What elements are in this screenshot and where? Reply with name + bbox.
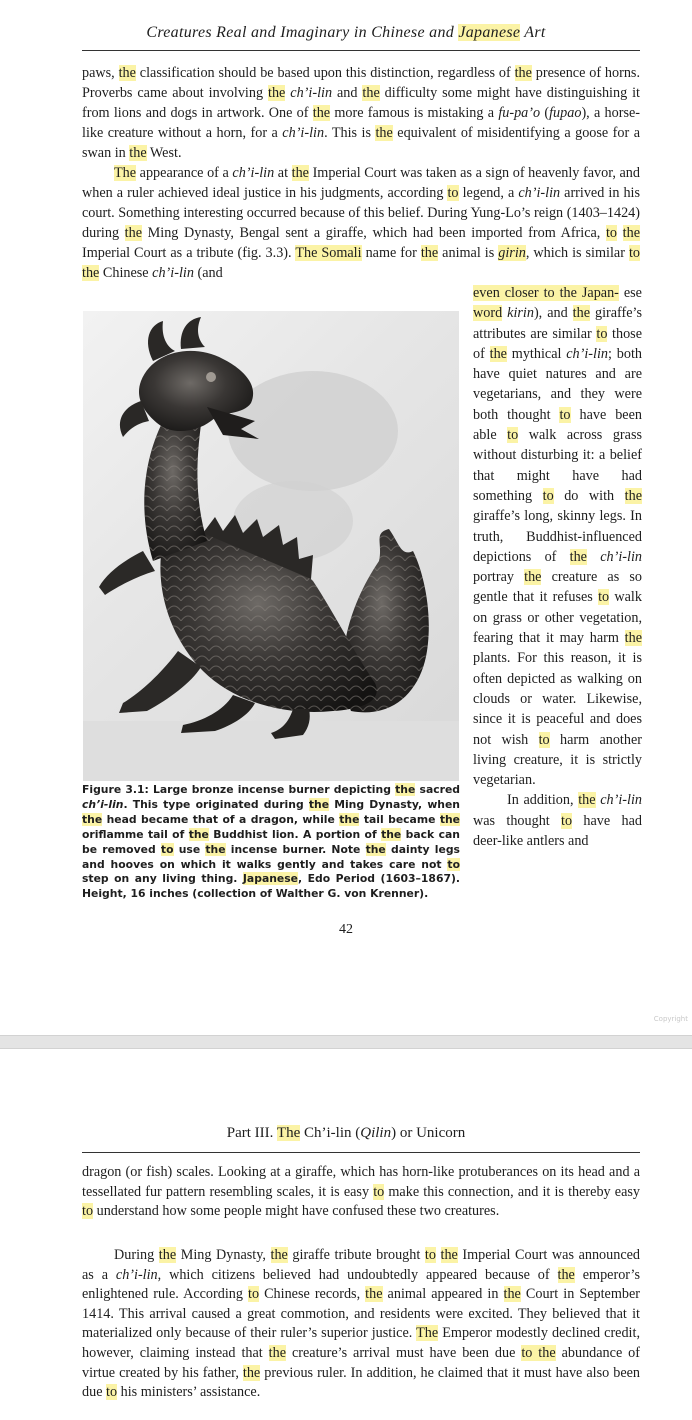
- text-span: paws,: [82, 65, 119, 81]
- text-span: classification should be based upon this distinction, regardless of: [135, 65, 515, 81]
- text-span: the: [118, 65, 136, 81]
- text-span: the: [82, 812, 103, 826]
- text-span: Part III.: [226, 1125, 277, 1141]
- text-span: . This is: [324, 125, 376, 141]
- text-span: West.: [146, 145, 182, 161]
- text-span: those of: [473, 325, 642, 362]
- text-span: the: [268, 85, 286, 101]
- text-span: have had deer-like antlers and: [473, 812, 642, 850]
- text-span: to: [82, 1203, 94, 1220]
- text-span: The Somali: [295, 245, 362, 261]
- text-span: animal is: [438, 245, 499, 261]
- text-span: the: [557, 1266, 575, 1283]
- text-span: fupao: [549, 105, 582, 121]
- text-span: the: [365, 842, 386, 856]
- text-span: the: [375, 125, 393, 141]
- text-span: the: [395, 783, 416, 796]
- text-span: During: [114, 1247, 159, 1263]
- text-span: harm another living creature, it is strictly vegetarian.: [473, 731, 642, 789]
- text-span: In addition,: [507, 792, 579, 809]
- text-span: understand how some people might have confused these two creatures.: [93, 1203, 500, 1220]
- text-span: have been able: [473, 406, 642, 444]
- text-span: to the: [82, 245, 640, 281]
- text-span: the: [365, 1286, 383, 1303]
- text-span: creature as so gentle that it refuses: [473, 569, 642, 606]
- text-span: oriflamme tail of: [82, 827, 189, 841]
- paragraph-1: [82, 63, 640, 163]
- text-span: Qilin: [360, 1125, 392, 1141]
- running-head-highlight: Japanese: [458, 24, 521, 41]
- text-span: sacred: [415, 783, 461, 796]
- text-span: the: [308, 797, 330, 811]
- text-span: (and: [193, 265, 223, 281]
- text-span: the: [489, 345, 507, 362]
- text-span: the: [205, 842, 226, 856]
- text-span: portray: [473, 569, 525, 586]
- text-span: girin: [498, 245, 526, 261]
- text-span: to: [248, 1286, 260, 1303]
- text-span: ch’i-lin: [600, 548, 642, 565]
- text-span: creature’s arrival must have been due: [286, 1344, 522, 1361]
- text-span: . This type originated during: [123, 797, 309, 811]
- part-heading-rule: [82, 1152, 640, 1153]
- text-span: walk across grass without disturbing it: a belief that might have had something: [473, 427, 642, 504]
- text-span: do with: [553, 487, 625, 504]
- text-span: equivalent of misidentifying a goose for a swan in: [82, 125, 640, 161]
- text-span: Chinese records,: [259, 1286, 366, 1303]
- text-span: to: [447, 185, 459, 201]
- text-span: ch’i-lin: [566, 345, 609, 362]
- text-span: Buddhist lion. A portion of: [208, 827, 382, 841]
- text-span: to: [373, 1183, 385, 1200]
- text-span: ch’i-lin: [115, 1266, 158, 1283]
- text-span: ese: [618, 285, 642, 301]
- text-span: The: [114, 165, 137, 181]
- figure-caption: [82, 783, 460, 902]
- text-span: the: [440, 1247, 458, 1263]
- text-span: the: [420, 245, 439, 261]
- text-span: the: [270, 1247, 288, 1263]
- text-span: to: [559, 406, 571, 423]
- text-span: the: [124, 225, 143, 241]
- page-separator: [0, 1035, 692, 1049]
- text-span: to: [598, 589, 610, 606]
- running-head-suffix: Art: [520, 24, 546, 41]
- text-span: (: [540, 105, 550, 121]
- text-span: [587, 549, 600, 565]
- text-span: to: [447, 857, 460, 871]
- text-span: Ch’i-lin (: [300, 1125, 361, 1141]
- paragraph-2: [82, 163, 640, 283]
- text-span: the: [514, 65, 532, 81]
- copyright-watermark: Copyright: [653, 1015, 688, 1023]
- text-span: back can be removed: [82, 827, 460, 856]
- text-span: the: [524, 569, 542, 586]
- text-span: dainty legs and hooves on which it walks gently and takes care not: [82, 842, 460, 871]
- text-span: difficulty some might have distinguishing it from lions and dogs in artwork. One of: [82, 85, 640, 121]
- text-span: The: [416, 1325, 439, 1342]
- running-head: [0, 24, 692, 48]
- part-heading: [0, 1125, 692, 1142]
- text-span: to: [106, 1384, 118, 1401]
- text-span: the: [339, 812, 360, 826]
- text-span: was thought: [473, 812, 562, 829]
- text-span: ch’i-lin: [82, 797, 124, 811]
- text-span: plants. For this reason, it is often depicted as walking on clouds or water. Likewise, since it is peaceful and does not wish: [473, 650, 642, 748]
- text-span: head became that of a dragon, while: [102, 812, 340, 826]
- text-span: word: [473, 305, 503, 322]
- text-span: the: [129, 145, 147, 161]
- text-span: the: [578, 792, 596, 809]
- text-span: use: [173, 842, 206, 856]
- text-span: more famous is mistaking a: [330, 105, 499, 121]
- running-head-text: Creatures Real and Imaginary in Chinese and: [146, 24, 459, 41]
- text-span: ch’i-lin: [232, 165, 275, 181]
- text-span: kirin: [507, 305, 534, 322]
- text-span: ch’i-lin: [282, 125, 325, 141]
- paragraph-3: [82, 1163, 640, 1222]
- text-span: walk on grass or other vegetation, fearing that it may harm: [473, 589, 642, 647]
- text-span: the: [312, 105, 331, 121]
- text-span: to: [605, 225, 618, 241]
- text-span: the: [158, 1247, 177, 1263]
- text-span: his ministers’ assistance.: [117, 1384, 261, 1401]
- text-span: ch’i-lin: [152, 265, 194, 281]
- text-span: giraffe’s attributes are similar: [473, 305, 643, 342]
- text-span: Court in September 1414. This arrival caused a great commotion, and residents were excited. They believed that it materialized only because of their ruler’s superior justice.: [82, 1286, 640, 1342]
- text-span: Ming Dynasty,: [176, 1247, 271, 1263]
- text-span: the: [624, 487, 642, 504]
- text-span: ch’i-lin: [600, 792, 642, 809]
- text-span: step on any living thing.: [82, 872, 243, 886]
- text-span: ), and: [533, 305, 573, 322]
- text-span: Imperial Court as a tribute (fig. 3.3).: [82, 245, 296, 261]
- text-span: , Edo Period (1603–1867). Height, 16 inches (collection of Walther G. von Krenner).: [82, 872, 460, 901]
- text-span: the: [572, 305, 591, 322]
- page-number: 42: [339, 922, 353, 937]
- text-span: legend, a: [458, 185, 519, 201]
- text-span: the: [381, 827, 402, 841]
- text-span: to: [538, 731, 550, 748]
- text-span: to: [542, 487, 554, 504]
- text-span: Japanese: [242, 872, 298, 886]
- text-span: ), a horse-like creature without a horn, for a: [82, 105, 640, 141]
- text-span: Large bronze incense burner depicting: [148, 783, 396, 796]
- text-span: [436, 1247, 441, 1263]
- right-column-text: [473, 283, 642, 851]
- text-span: Imperial Court was taken as a sign of heavenly favor, and when a ruler achieved ideal justice in his judgments, according: [82, 165, 640, 201]
- text-span: Ming Dynasty, when: [329, 797, 460, 811]
- text-span: giraffe tribute brought: [287, 1247, 425, 1263]
- text-span: emperor’s enlightened rule. According: [82, 1266, 640, 1303]
- text-span: fu-pa’o: [498, 105, 541, 121]
- text-span: even closer to the Japan-: [473, 285, 619, 301]
- text-span: incense burner. Note: [225, 842, 366, 856]
- text-span: Figure 3.1:: [82, 783, 149, 796]
- text-span: ) or Unicorn: [391, 1125, 466, 1141]
- text-span: to: [424, 1247, 436, 1263]
- text-span: the: [624, 630, 642, 647]
- text-span: and: [332, 85, 363, 101]
- text-span: presence of horns. Proverbs came about involving: [82, 65, 640, 101]
- text-span: to the: [521, 1344, 556, 1361]
- text-span: arrived in his court. Something interesting occurred because of this belief. During Yung-Lo’s reign (1403–1424) during: [82, 185, 641, 241]
- text-span: abundance of virtue created by his father,: [82, 1344, 640, 1381]
- text-span: mythical: [506, 345, 567, 362]
- text-span: to: [561, 812, 573, 829]
- text-span: Ming Dynasty, Bengal sent a giraffe, which had been imported from Africa,: [142, 225, 606, 241]
- text-span: the: [268, 1344, 287, 1361]
- qilin-bronze-illustration: [83, 311, 459, 781]
- text-span: the: [242, 1364, 261, 1381]
- text-span: Emperor modestly declined credit, however, claiming instead that: [82, 1325, 640, 1361]
- text-span: the: [569, 548, 587, 565]
- text-span: tail became: [359, 812, 440, 826]
- text-span: Chinese: [99, 265, 153, 281]
- text-span: the: [503, 1286, 521, 1303]
- text-span: animal appeared in: [382, 1286, 504, 1303]
- text-span: to: [160, 842, 174, 856]
- text-span: giraffe’s long, skinny legs. In truth, Buddhist-influenced depictions of: [473, 508, 642, 565]
- text-span: to: [507, 427, 519, 444]
- text-span: to: [596, 325, 608, 342]
- text-span: the: [362, 85, 380, 101]
- text-span: ch’i-lin: [518, 185, 561, 201]
- text-span: at: [274, 165, 292, 181]
- text-span: the: [439, 812, 460, 826]
- text-span: the: [622, 225, 641, 241]
- text-span: previous ruler. In addition, he claimed that it must have also been due: [82, 1364, 641, 1401]
- text-span: The: [276, 1125, 301, 1141]
- text-span: Imperial Court was announced as a: [82, 1247, 641, 1283]
- text-span: dragon (or fish) scales. Looking at a giraffe, which has horn-like protuberances on its head and a tessellated fur pattern resembling scales, it is easy: [82, 1164, 640, 1200]
- figure-photo: [83, 311, 459, 781]
- text-span: make this connection, and it is thereby easy: [384, 1183, 640, 1200]
- paragraph-4: [82, 1246, 640, 1403]
- text-span: appearance of a: [136, 165, 233, 181]
- text-span: the: [291, 165, 309, 181]
- text-span: [617, 225, 623, 241]
- text-span: ; both have quiet natures and are vegetarians, and they were both thought: [473, 345, 642, 423]
- text-span: name for: [361, 245, 421, 261]
- text-span: , which is similar: [525, 245, 629, 261]
- running-head-rule: [82, 50, 640, 51]
- text-span: the: [188, 827, 209, 841]
- text-span: , which citizens believed had undoubtedly appeared because of: [157, 1266, 558, 1283]
- text-span: ch’i-lin: [290, 85, 333, 101]
